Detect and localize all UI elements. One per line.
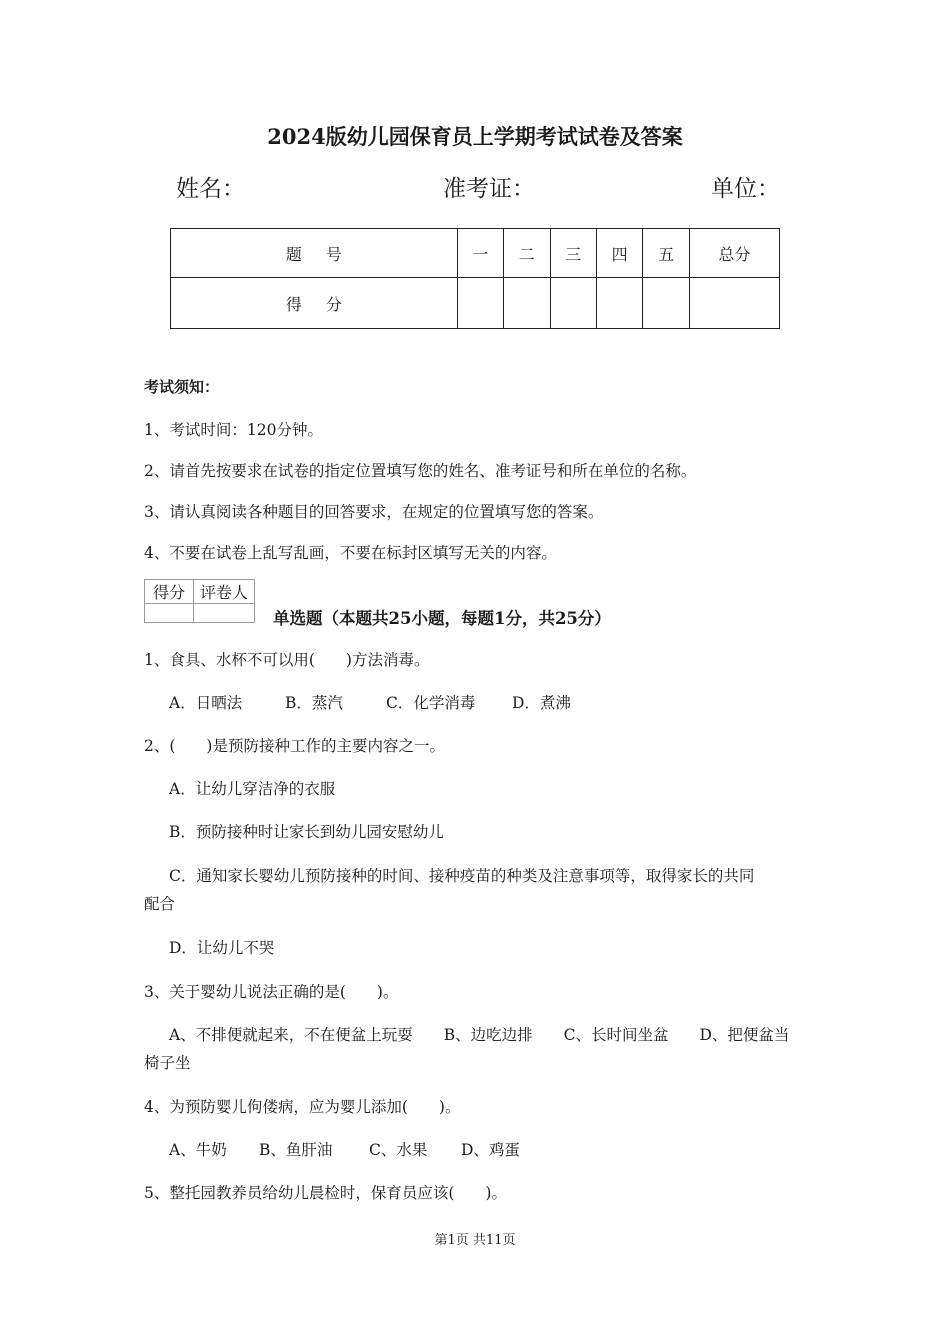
question-option: C．通知家长婴幼儿预防接种的时间、接种疫苗的种类及注意事项等，取得家长的共同 [169, 867, 755, 885]
column-1: 一 [457, 229, 503, 278]
score-cell-total[interactable] [689, 278, 779, 329]
column-5: 五 [643, 229, 689, 278]
section-title: 单选题（本题共25小题，每题1分，共25分） [273, 609, 611, 628]
question-option: A．让幼儿穿洁净的衣服 [169, 780, 336, 798]
grader-box [144, 579, 255, 623]
question-option: A、不排便就起来，不在便盆上玩耍 B、边吃边排 C、长时间坐盆 D、把便盆当 [169, 1026, 790, 1044]
question-option: D．让幼儿不哭 [169, 939, 275, 957]
score-cell-1[interactable] [457, 278, 503, 329]
column-total: 总分 [689, 229, 779, 278]
page-footer: 第1页 共11页 [434, 1233, 516, 1248]
question-option: B．蒸汽 [285, 694, 343, 712]
notice-item: 4、不要在试卷上乱写乱画，不要在标封区填写无关的内容。 [144, 544, 557, 562]
notice-item: 3、请认真阅读各种题目的回答要求，在规定的位置填写您的答案。 [144, 503, 604, 521]
notice-item: 1、考试时间：120分钟。 [144, 421, 323, 439]
grader-score-cell[interactable] [145, 604, 194, 623]
page-title: 2024版幼儿园保育员上学期考试试卷及答案 [267, 124, 683, 149]
question-option: C、水果 [369, 1141, 428, 1159]
score-cell-5[interactable] [643, 278, 689, 329]
question-number-label: 题号 [171, 229, 458, 278]
score-table [170, 228, 780, 329]
question-option: D．煮沸 [512, 694, 571, 712]
exam-id-field-label: 准考证： [443, 176, 535, 202]
grader-score-label: 得分 [145, 580, 194, 604]
question-stem: 3、关于婴幼儿说法正确的是( )。 [144, 983, 399, 1001]
question-option-continuation: 配合 [144, 895, 176, 913]
notice-heading: 考试须知： [144, 378, 220, 396]
question-option: A、牛奶 [169, 1141, 227, 1159]
question-option: B．预防接种时让家长到幼儿园安慰幼儿 [169, 823, 444, 841]
question-stem: 1、食具、水杯不可以用( )方法消毒。 [144, 651, 430, 669]
column-4: 四 [596, 229, 642, 278]
column-2: 二 [504, 229, 550, 278]
notice-item: 2、请首先按要求在试卷的指定位置填写您的姓名、准考证号和所在单位的名称。 [144, 462, 697, 480]
score-cell-4[interactable] [596, 278, 642, 329]
question-stem: 5、整托园教养员给幼儿晨检时，保育员应该( )。 [144, 1184, 507, 1202]
question-option-continuation: 椅子坐 [144, 1054, 191, 1072]
question-option: C．化学消毒 [386, 694, 476, 712]
score-cell-3[interactable] [550, 278, 596, 329]
question-stem: 2、( )是预防接种工作的主要内容之一。 [144, 737, 445, 755]
name-field-label: 姓名： [176, 176, 245, 202]
column-3: 三 [550, 229, 596, 278]
question-option: A．日晒法 [169, 694, 243, 712]
question-option: D、鸡蛋 [461, 1141, 520, 1159]
question-stem: 4、为预防婴儿佝偻病，应为婴儿添加( )。 [144, 1098, 461, 1116]
score-table-score-row [171, 278, 780, 329]
score-table-header-row [171, 229, 780, 278]
grader-name-cell[interactable] [194, 604, 255, 623]
grader-name-label: 评卷人 [194, 580, 255, 604]
score-cell-2[interactable] [504, 278, 550, 329]
score-label: 得分 [171, 278, 458, 329]
unit-field-label: 单位： [711, 176, 780, 202]
question-option: B、鱼肝油 [259, 1141, 333, 1159]
